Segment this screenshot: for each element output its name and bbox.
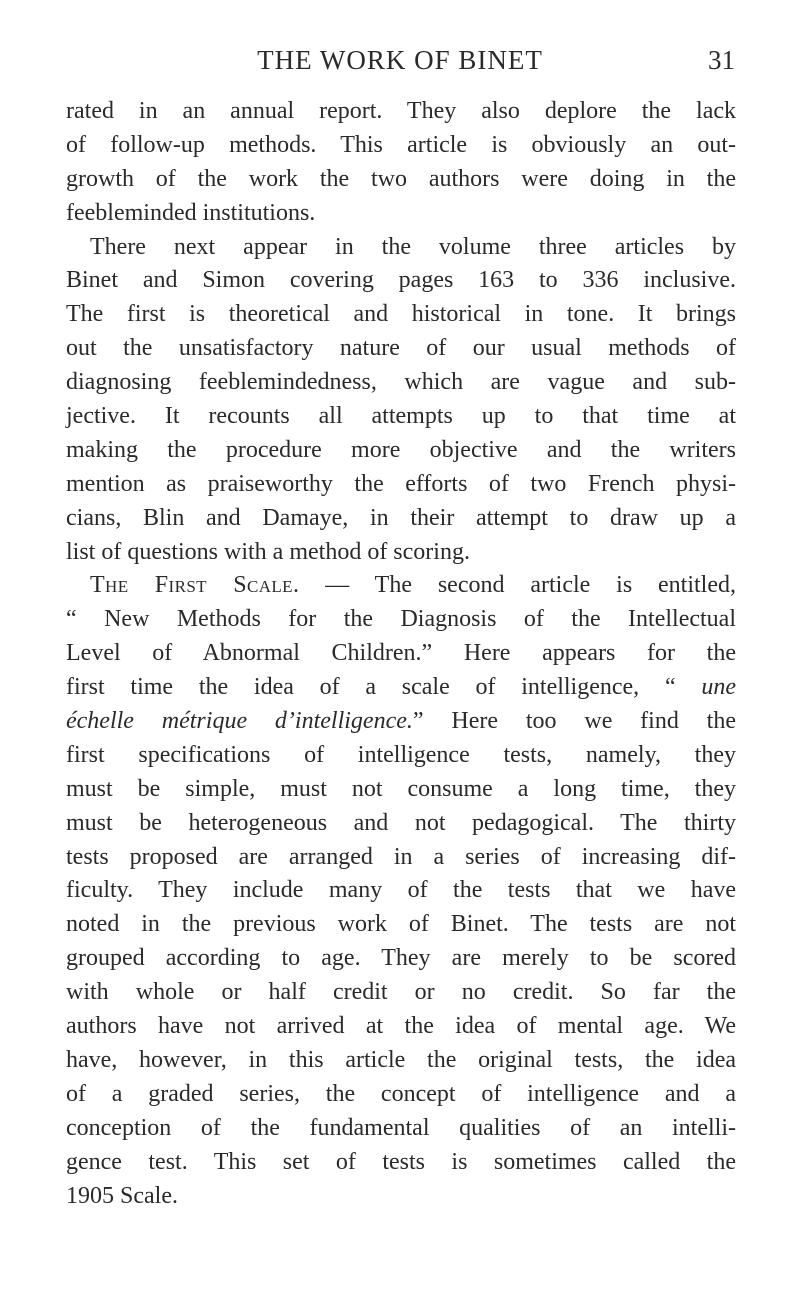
text-line: diagnosing feeblemindedness, which are vague and sub- <box>66 369 736 396</box>
text-line <box>66 671 736 705</box>
text-line: have, however, in this article the original tests, the idea <box>66 1046 736 1073</box>
section-heading-line <box>66 569 736 603</box>
text-line: “ New Methods for the Diagnosis of the Intellectual <box>66 606 736 633</box>
text-line: rated in an annual report. They also deplore the lack <box>66 98 736 124</box>
running-head <box>0 40 800 80</box>
text-line: gence test. This set of tests is sometimes called the <box>66 1148 736 1175</box>
text-line: cians, Blin and Damaye, in their attempt to draw up a <box>66 504 736 531</box>
text-line: of follow-up methods. This article is obviously an out- <box>66 131 736 158</box>
text-line: 1905 Scale. <box>66 1182 178 1209</box>
text-line: Level of Abnormal Children.” Here appears for the <box>66 640 736 667</box>
running-title: THE WORK OF BINET <box>257 45 543 75</box>
section-heading: The First Scale. <box>90 572 300 599</box>
text-line: mention as praiseworthy the efforts of two French physi- <box>66 470 736 497</box>
page-number: 31 <box>708 45 735 75</box>
text-line: ficulty. They include many of the tests that we have <box>66 877 736 904</box>
paragraph-start-line: There next appear in the volume three articles by <box>90 233 736 260</box>
text-span: — The second article is entitled, <box>299 572 737 599</box>
text-line: tests proposed are arranged in a series of increasing dif- <box>66 843 736 870</box>
body-text <box>66 95 736 1213</box>
text-line: must be simple, must not consume a long time, they <box>66 775 736 802</box>
italic-phrase: échelle métrique d’intelligence. <box>66 708 413 735</box>
text-line: feebleminded institutions. <box>66 199 316 226</box>
text-line: Binet and Simon covering pages 163 to 336 inclusive. <box>66 267 736 294</box>
text-line: with whole or half credit or no credit. So far the <box>66 979 736 1006</box>
italic-phrase: une <box>701 674 736 701</box>
text-line: jective. It recounts all attempts up to that time at <box>66 403 736 430</box>
text-line: The first is theoretical and historical in tone. It brings <box>66 301 736 328</box>
text-line: must be heterogeneous and not pedagogical. The thirty <box>66 809 736 836</box>
text-line: conception of the fundamental qualities of an intelli- <box>66 1114 736 1141</box>
text-span: ” Here too we find the <box>412 708 737 735</box>
text-line: authors have not arrived at the idea of mental age. We <box>66 1013 736 1040</box>
text-line: of a graded series, the concept of intelligence and a <box>66 1080 736 1107</box>
text-line: grouped according to age. They are merely to be scored <box>66 945 736 972</box>
text-line: making the procedure more objective and the writers <box>66 436 736 463</box>
text-line: out the unsatisfactory nature of our usual methods of <box>66 335 736 362</box>
text-line <box>66 705 736 739</box>
text-line: first specifications of intelligence tests, namely, they <box>66 741 736 768</box>
text-span: first time the idea of a scale of intelligence, “ <box>66 674 702 701</box>
text-line: noted in the previous work of Binet. The tests are not <box>66 911 736 938</box>
text-line: list of questions with a method of scoring. <box>66 538 470 565</box>
text-line: growth of the work the two authors were doing in the <box>66 165 736 192</box>
